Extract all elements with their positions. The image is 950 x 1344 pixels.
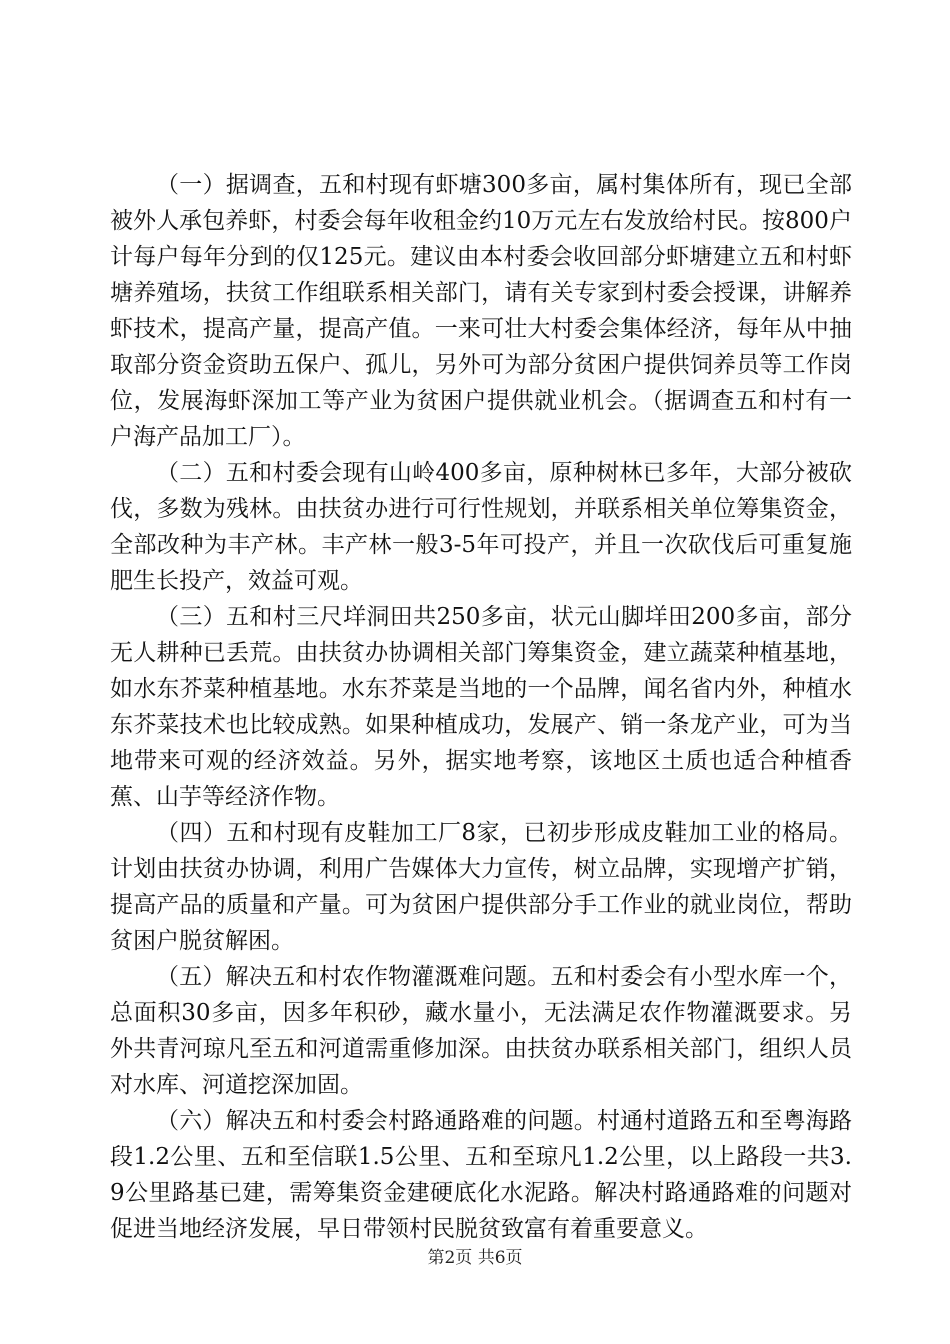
paragraph-6: （六）解决五和村委会村路通路难的问题。村通村道路五和至粤海路段1.2公里、五和至信联1.5公里、五和至琼凡1.2公里，以上路段一共3.9公里路基已建，需筹集资金建硬底化水泥路。解决村路通路难的问题对促进当地经济发展，早日带领村民脱贫致富有着重要意义。 bbox=[110, 1108, 852, 1242]
paragraph-3: （三）五和村三尺垟洞田共250多亩，状元山脚垟田200多亩，部分无人耕种已丢荒。由扶贫办协调相关部门筹集资金，建立蔬菜种植基地，如水东芥菜种植基地。水东芥菜是当地的一个品牌，闻名省内外，种植水东芥菜技术也比较成熟。如果种植成功，发展产、销一条龙产业，可为当地带来可观的经济效益。另外，据实地考察，该地区土质也适合种植香蕉、山芋等经济作物。 bbox=[110, 604, 852, 810]
paragraph-1: （一）据调查，五和村现有虾塘300多亩，属村集体所有，现已全部被外人承包养虾，村委会每年收租金约10万元左右发放给村民。按800户计每户每年分到的仅125元。建议由本村委会收回部分虾塘建立五和村虾塘养殖场，扶贫工作组联系相关部门，请有关专家到村委会授课，讲解养虾技术，提高产量，提高产值。一来可壮大村委会集体经济，每年从中抽取部分资金资助五保户、孤儿，另外可为部分贫困户提供饲养员等工作岗位，发展海虾深加工等产业为贫困户提供就业机会。（据调查五和村有一户海产品加工厂）。 bbox=[110, 172, 852, 450]
paragraph-2: （二）五和村委会现有山岭400多亩，原种树林已多年，大部分被砍伐，多数为残林。由扶贫办进行可行性规划，并联系相关单位筹集资金，全部改种为丰产林。丰产林一般3-5年可投产，并且一次砍伐后可重复施肥生长投产，效益可观。 bbox=[110, 460, 852, 594]
paragraph-5: （五）解决五和村农作物灌溉难问题。五和村委会有小型水库一个，总面积30多亩，因多年积砂，藏水量小，无法满足农作物灌溉要求。另外共青河琼凡至五和河道需重修加深。由扶贫办联系相关部门，组织人员对水库、河道挖深加固。 bbox=[110, 964, 852, 1098]
document-body bbox=[110, 167, 852, 1247]
paragraph-4: （四）五和村现有皮鞋加工厂8家，已初步形成皮鞋加工业的格局。计划由扶贫办协调，利用广告媒体大力宣传，树立品牌，实现增产扩销，提高产品的质量和产量。可为贫困户提供部分手工作业的就业岗位，帮助贫困户脱贫解困。 bbox=[110, 820, 852, 954]
page-number-footer: 第2页 共6页 bbox=[427, 1248, 523, 1268]
